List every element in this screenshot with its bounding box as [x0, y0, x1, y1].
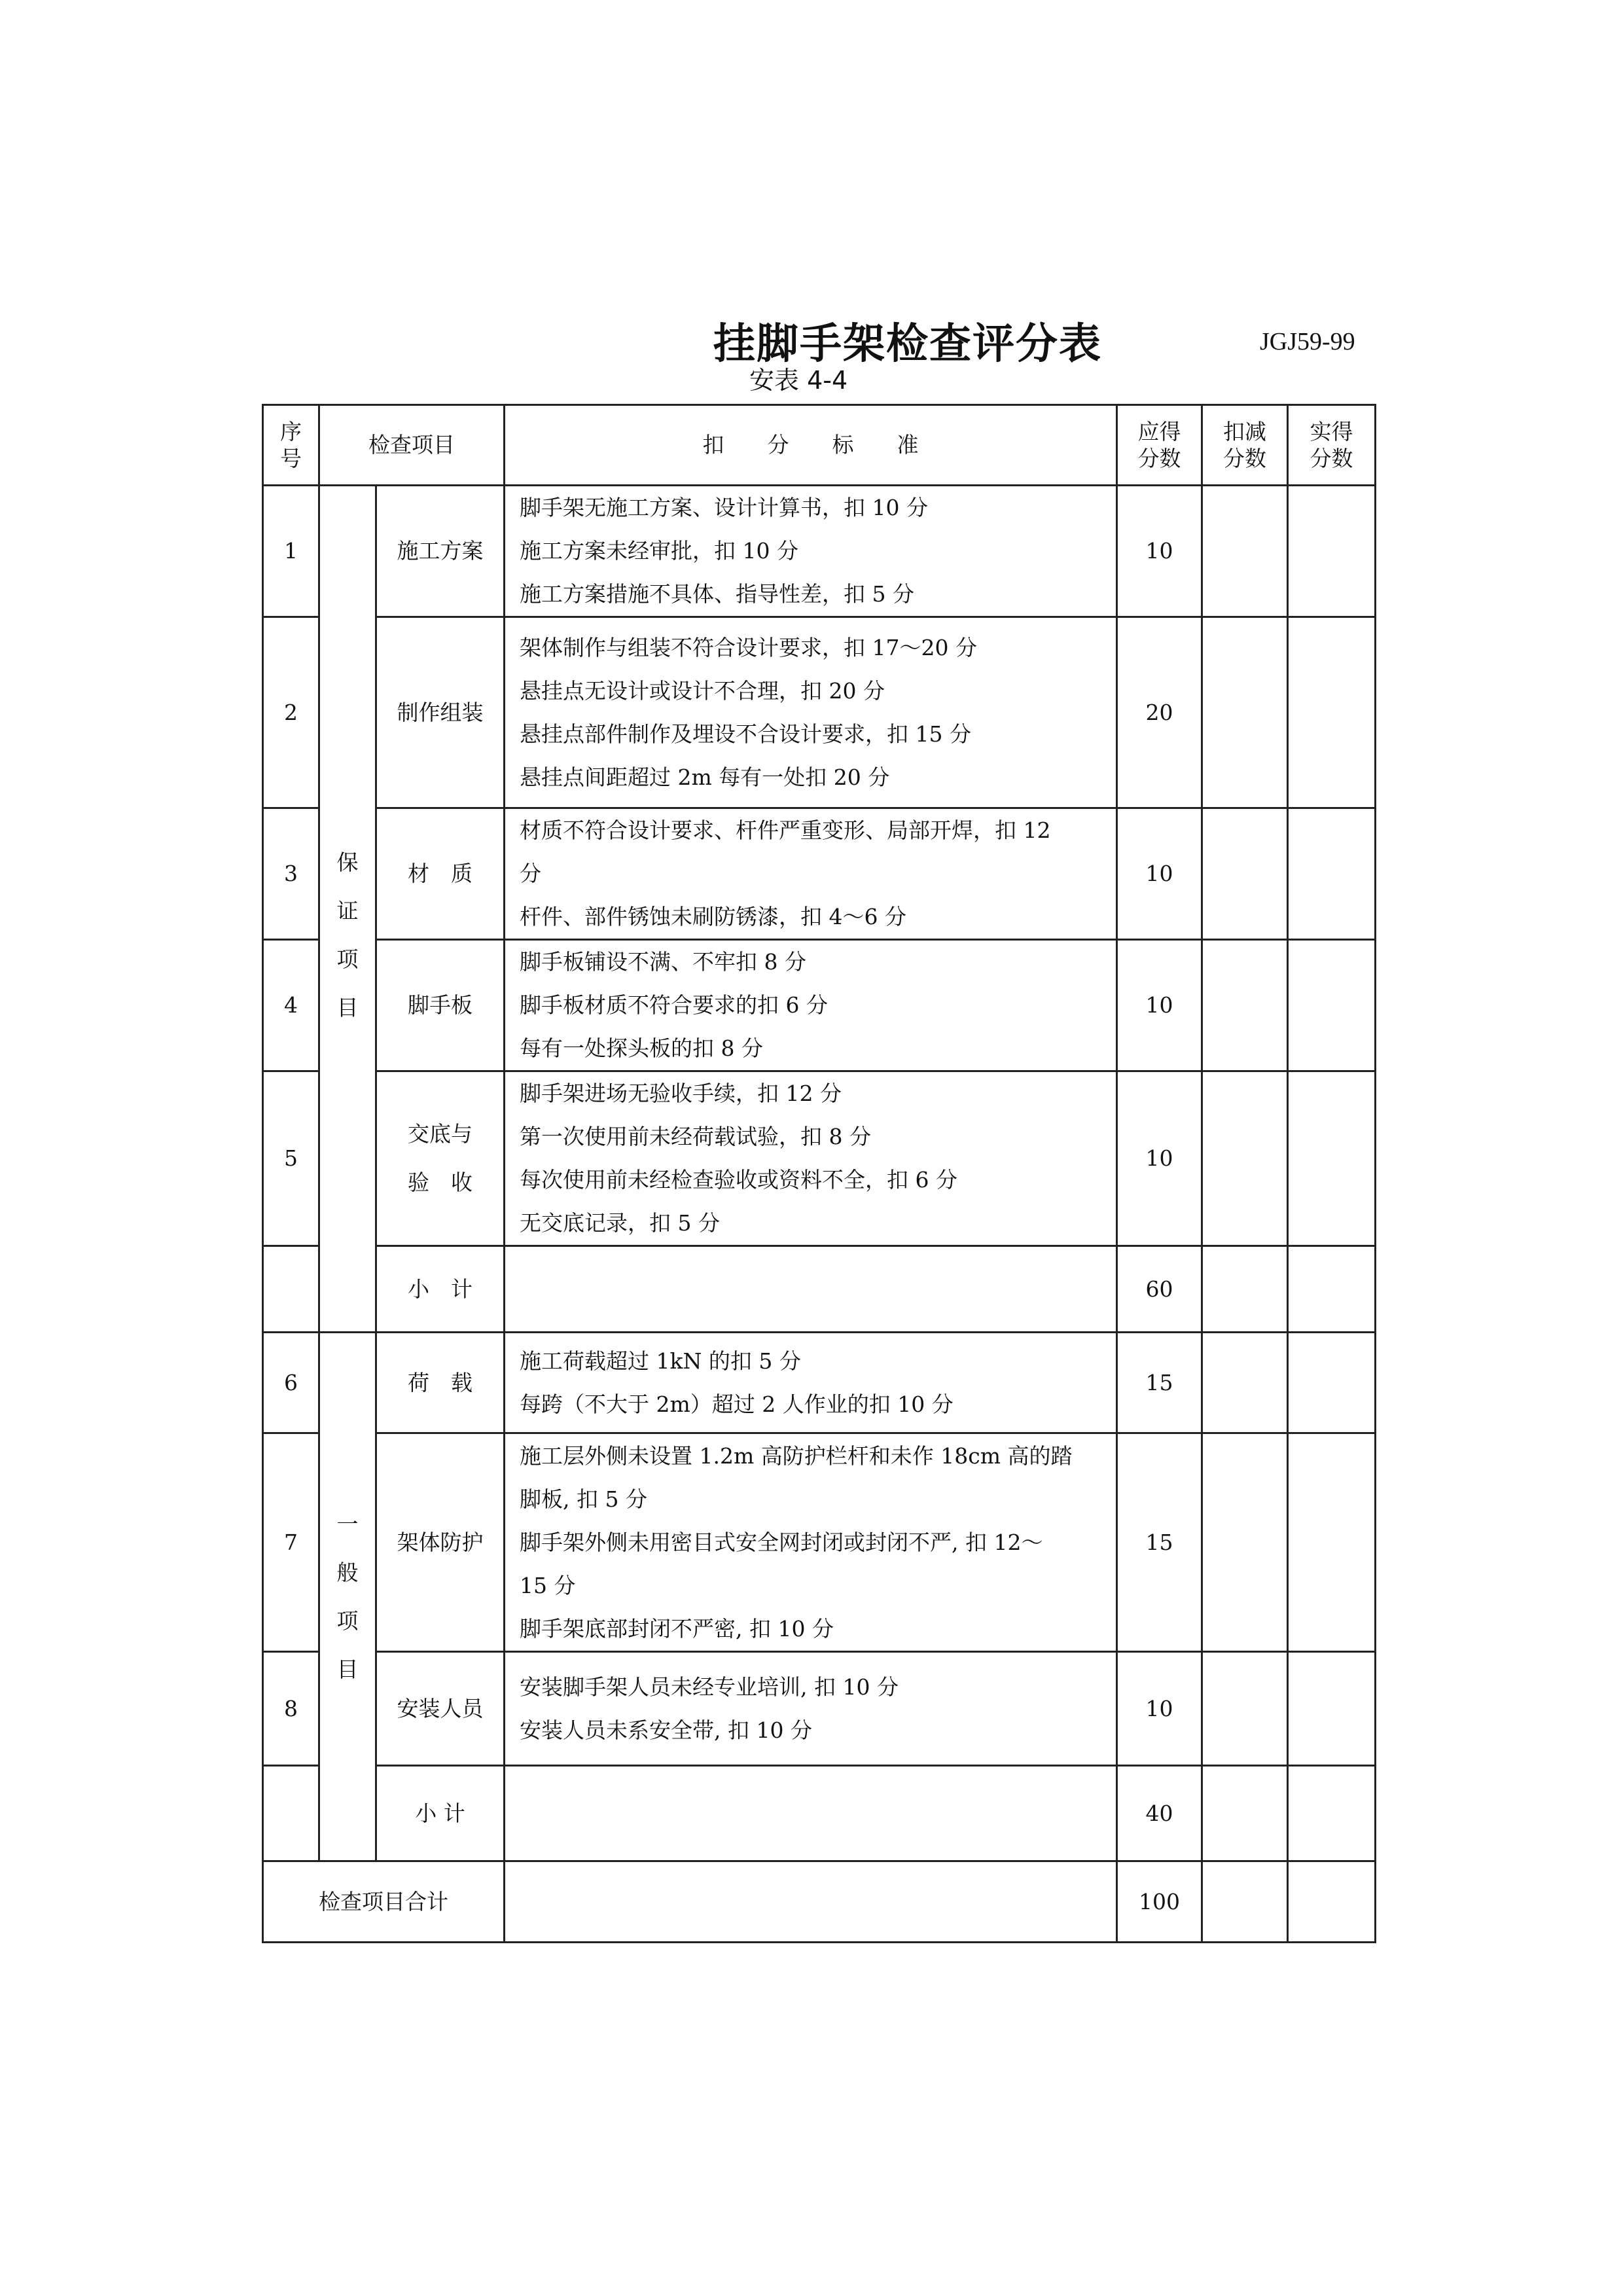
subtotal-label: 小 计	[376, 1766, 505, 1861]
due-score: 10	[1117, 808, 1202, 940]
table-row	[263, 1333, 1376, 1433]
due-score: 10	[1117, 1071, 1202, 1246]
criteria-cell: 施工层外侧未设置 1.2m 高防护栏杆和未作 18cm 高的踏 脚板, 扣 5 分 脚手架外侧未用密目式安全网封闭或封闭不严, 扣 12～ 15 分 脚手架底部封闭不严密, 扣 10 分	[505, 1433, 1117, 1652]
table-row	[263, 808, 1376, 940]
deduct-score-input[interactable]	[1202, 1333, 1288, 1433]
deduct-score-input[interactable]	[1202, 808, 1288, 940]
actual-score-input[interactable]	[1288, 1433, 1376, 1652]
due-score: 15	[1117, 1333, 1202, 1433]
header-row	[263, 405, 1376, 486]
deduct-score-input[interactable]	[1202, 1652, 1288, 1766]
actual-score-input[interactable]	[1288, 940, 1376, 1071]
table-row	[263, 1433, 1376, 1652]
subtotal-row	[263, 1766, 1376, 1861]
due-score: 60	[1117, 1246, 1202, 1333]
actual-score-input[interactable]	[1288, 486, 1376, 617]
criteria-cell	[505, 1766, 1117, 1861]
item-name: 脚手板	[376, 940, 505, 1071]
criteria-cell	[505, 1246, 1117, 1333]
form-number: 安表 4-4	[749, 366, 848, 395]
table-row	[263, 940, 1376, 1071]
due-score: 10	[1117, 940, 1202, 1071]
item-name: 材 质	[376, 808, 505, 940]
item-name: 安装人员	[376, 1652, 505, 1766]
criteria-cell: 架体制作与组装不符合设计要求，扣 17～20 分 悬挂点无设计或设计不合理，扣 20 分 悬挂点部件制作及埋设不合设计要求，扣 15 分 悬挂点间距超过 2m 每有一处扣 20 分	[505, 617, 1117, 808]
total-label: 检查项目合计	[263, 1861, 505, 1943]
group-general: 一 般 项 目	[319, 1333, 376, 1861]
row-number: 1	[263, 486, 319, 617]
criteria-cell: 材质不符合设计要求、杆件严重变形、局部开焊，扣 12 分 杆件、部件锈蚀未刷防锈漆，扣 4～6 分	[505, 808, 1117, 940]
row-number: 8	[263, 1652, 319, 1766]
subtotal-row	[263, 1246, 1376, 1333]
table-row	[263, 1071, 1376, 1246]
row-number: 6	[263, 1333, 319, 1433]
criteria-cell: 施工荷载超过 1kN 的扣 5 分 每跨（不大于 2m）超过 2 人作业的扣 10 分	[505, 1333, 1117, 1433]
total-row	[263, 1861, 1376, 1943]
criteria-cell: 脚手架进场无验收手续，扣 12 分 第一次使用前未经荷载试验，扣 8 分 每次使用前未经检查验收或资料不全，扣 6 分 无交底记录，扣 5 分	[505, 1071, 1117, 1246]
group-guarantee: 保 证 项 目	[319, 486, 376, 1333]
actual-score-input[interactable]	[1288, 1652, 1376, 1766]
actual-score-input[interactable]	[1288, 808, 1376, 940]
deduct-score-input[interactable]	[1202, 1071, 1288, 1246]
actual-score-input[interactable]	[1288, 1766, 1376, 1861]
criteria-cell: 脚手架无施工方案、设计计算书，扣 10 分 施工方案未经审批，扣 10 分 施工方案措施不具体、指导性差，扣 5 分	[505, 486, 1117, 617]
item-name: 交底与 验 收	[376, 1071, 505, 1246]
table-row	[263, 617, 1376, 808]
row-number: 7	[263, 1433, 319, 1652]
row-number: 3	[263, 808, 319, 940]
actual-score-input[interactable]	[1288, 1333, 1376, 1433]
row-number: 2	[263, 617, 319, 808]
due-score: 10	[1117, 486, 1202, 617]
row-number	[263, 1766, 319, 1861]
header-due-score: 应得 分数	[1117, 405, 1202, 486]
due-score: 20	[1117, 617, 1202, 808]
criteria-cell: 脚手板铺设不满、不牢扣 8 分 脚手板材质不符合要求的扣 6 分 每有一处探头板的扣 8 分	[505, 940, 1117, 1071]
subtotal-label: 小 计	[376, 1246, 505, 1333]
item-name: 架体防护	[376, 1433, 505, 1652]
actual-score-input[interactable]	[1288, 617, 1376, 808]
deduct-score-input[interactable]	[1202, 1246, 1288, 1333]
row-number	[263, 1246, 319, 1333]
item-name: 制作组装	[376, 617, 505, 808]
due-score: 15	[1117, 1433, 1202, 1652]
header-actual-score: 实得 分数	[1288, 405, 1376, 486]
total-deduct-score-input[interactable]	[1202, 1861, 1288, 1943]
row-number: 4	[263, 940, 319, 1071]
table-row	[263, 1652, 1376, 1766]
criteria-cell	[505, 1861, 1117, 1943]
page-title: 挂脚手架检查评分表	[713, 320, 1102, 368]
due-score: 40	[1117, 1766, 1202, 1861]
actual-score-input[interactable]	[1288, 1071, 1376, 1246]
score-table	[262, 404, 1376, 1943]
standard-code: JGJ59-99	[1260, 328, 1355, 355]
total-due-score: 100	[1117, 1861, 1202, 1943]
item-name: 施工方案	[376, 486, 505, 617]
item-name: 荷 载	[376, 1333, 505, 1433]
due-score: 10	[1117, 1652, 1202, 1766]
actual-score-input[interactable]	[1288, 1246, 1376, 1333]
row-number: 5	[263, 1071, 319, 1246]
criteria-cell: 安装脚手架人员未经专业培训, 扣 10 分 安装人员未系安全带, 扣 10 分	[505, 1652, 1117, 1766]
table-row	[263, 486, 1376, 617]
header-deduct-score: 扣减 分数	[1202, 405, 1288, 486]
deduct-score-input[interactable]	[1202, 940, 1288, 1071]
total-actual-score-input[interactable]	[1288, 1861, 1376, 1943]
header-criteria: 扣 分 标 准	[505, 405, 1117, 486]
header-seq: 序 号	[263, 405, 319, 486]
deduct-score-input[interactable]	[1202, 486, 1288, 617]
header-item: 检查项目	[319, 405, 505, 486]
deduct-score-input[interactable]	[1202, 617, 1288, 808]
deduct-score-input[interactable]	[1202, 1766, 1288, 1861]
deduct-score-input[interactable]	[1202, 1433, 1288, 1652]
